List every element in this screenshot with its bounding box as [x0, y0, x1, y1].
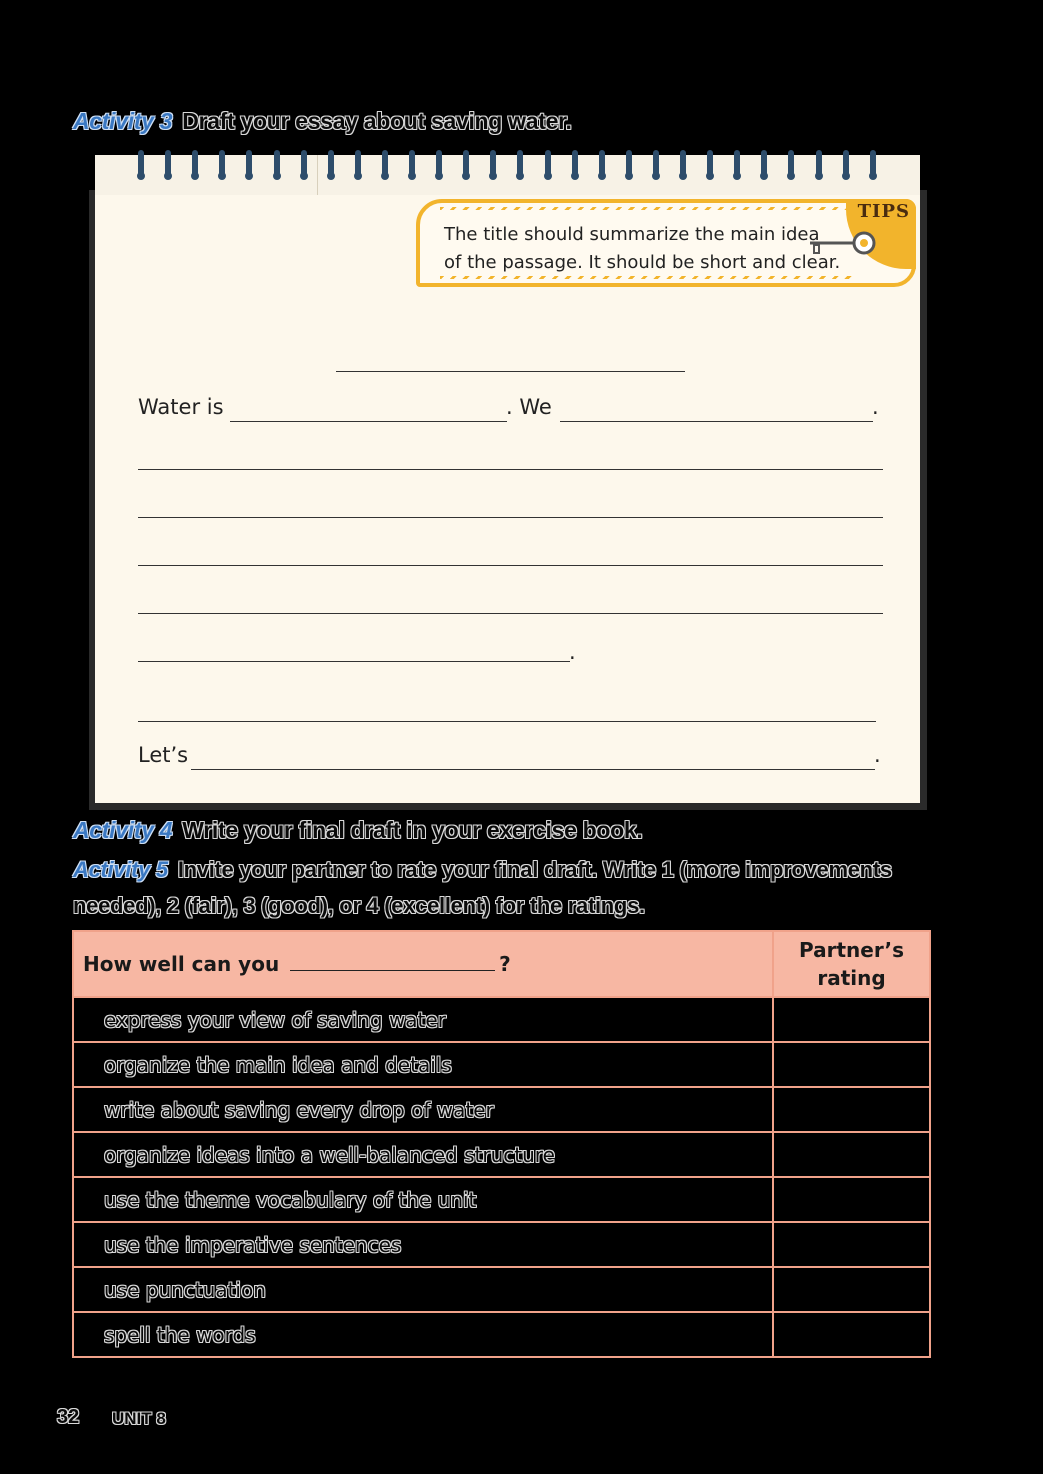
we-blank[interactable]	[560, 421, 873, 422]
spiral-ring	[273, 150, 281, 182]
activity-4-heading	[73, 817, 643, 844]
spiral-ring	[787, 150, 795, 182]
spiral-ring	[435, 150, 443, 182]
rating-cell[interactable]	[773, 1267, 930, 1312]
spiral-ring	[679, 150, 687, 182]
spiral-ring	[869, 150, 877, 182]
rating-table	[72, 930, 931, 1358]
spiral-ring	[408, 150, 416, 182]
table-row	[73, 1222, 930, 1267]
rating-cell[interactable]	[773, 1042, 930, 1087]
rating-cell[interactable]	[773, 997, 930, 1042]
spiral-ring	[760, 150, 768, 182]
rating-cell[interactable]	[773, 1312, 930, 1357]
lets-period: .	[874, 743, 881, 767]
skill-cell: use punctuation	[73, 1267, 773, 1312]
unit-label: UNIT 8	[112, 1409, 166, 1428]
tips-line-1: The title should summarize the main idea	[444, 224, 820, 245]
activity-5-label: Activity 5	[73, 857, 168, 882]
spiral-ring	[706, 150, 714, 182]
essay-line-5-period: .	[569, 640, 576, 664]
essay-line-6[interactable]	[138, 721, 876, 722]
spiral-ring	[327, 150, 335, 182]
spiral-ring	[354, 150, 362, 182]
table-row	[73, 1132, 930, 1177]
tips-line-2: of the passage. It should be short and clear.	[444, 252, 841, 273]
tips-label: TIPS	[857, 201, 910, 222]
spiral-ring	[191, 150, 199, 182]
water-is-blank[interactable]	[230, 421, 507, 422]
water-is-text: Water is	[138, 395, 224, 419]
spiral-ring	[516, 150, 524, 182]
spiral-ring	[815, 150, 823, 182]
spiral-ring	[164, 150, 172, 182]
header-suffix: ?	[499, 952, 511, 976]
activity-3-text: Draft your essay about saving water.	[182, 108, 572, 134]
skill-cell: organize the main idea and details	[73, 1042, 773, 1087]
skill-cell: use the theme vocabulary of the unit	[73, 1177, 773, 1222]
skill-cell: express your view of saving water	[73, 997, 773, 1042]
spiral-ring	[245, 150, 253, 182]
header-rating-line-2: rating	[817, 966, 886, 990]
table-row	[73, 997, 930, 1042]
activity-5-text-line-1: Invite your partner to rate your final draft. Write 1 (more improvements	[177, 857, 892, 882]
spiral-ring	[598, 150, 606, 182]
table-header-skill	[73, 931, 773, 997]
spiral-ring	[300, 150, 308, 182]
spiral-ring	[489, 150, 497, 182]
activity-4-label: Activity 4	[73, 817, 173, 843]
header-blank[interactable]	[290, 970, 495, 971]
tips-text	[444, 221, 844, 277]
spiral-ring	[652, 150, 660, 182]
spiral-ring	[381, 150, 389, 182]
lets-text: Let’s	[138, 743, 189, 767]
page-number: 32	[57, 1406, 80, 1428]
header-prefix: How well can you	[83, 952, 280, 976]
skill-cell: use the imperative sentences	[73, 1222, 773, 1267]
rating-cell[interactable]	[773, 1132, 930, 1177]
spiral-ring	[733, 150, 741, 182]
activity-3-heading	[73, 108, 572, 135]
essay-line-4[interactable]	[138, 613, 883, 614]
essay-line-5[interactable]	[138, 661, 570, 662]
activity-5-text-line-2: needed), 2 (fair), 3 (good), or 4 (excellent) for the ratings.	[73, 893, 645, 918]
table-row	[73, 1267, 930, 1312]
spiral-ring	[218, 150, 226, 182]
activity-5-text-line-2-wrap	[73, 893, 645, 919]
tips-box	[416, 199, 916, 287]
rating-cell[interactable]	[773, 1087, 930, 1132]
spiral-ring	[571, 150, 579, 182]
rating-cell[interactable]	[773, 1222, 930, 1267]
title-blank[interactable]	[336, 371, 685, 372]
spiral-ring	[544, 150, 552, 182]
skill-cell: organize ideas into a well-balanced structure	[73, 1132, 773, 1177]
essay-line-2[interactable]	[138, 517, 883, 518]
we-text: . We	[506, 395, 552, 419]
lets-blank[interactable]	[191, 769, 875, 770]
activity-3-label: Activity 3	[73, 108, 173, 134]
spiral-ring	[462, 150, 470, 182]
activity-5-heading	[73, 857, 892, 883]
tips-badge	[846, 199, 916, 269]
key-icon	[806, 227, 886, 267]
table-header-rating	[773, 931, 930, 997]
table-row	[73, 1177, 930, 1222]
table-row	[73, 1087, 930, 1132]
spiral-ring	[137, 150, 145, 182]
period-text: .	[872, 395, 879, 419]
spiral-ring	[625, 150, 633, 182]
rating-cell[interactable]	[773, 1177, 930, 1222]
essay-line-3[interactable]	[138, 565, 883, 566]
table-row	[73, 1042, 930, 1087]
activity-4-text: Write your final draft in your exercise book.	[182, 817, 643, 843]
header-rating-line-1: Partner’s	[798, 938, 905, 962]
table-row	[73, 1312, 930, 1357]
skill-cell: write about saving every drop of water	[73, 1087, 773, 1132]
skill-cell: spell the words	[73, 1312, 773, 1357]
essay-line-1[interactable]	[138, 469, 883, 470]
spiral-ring	[842, 150, 850, 182]
